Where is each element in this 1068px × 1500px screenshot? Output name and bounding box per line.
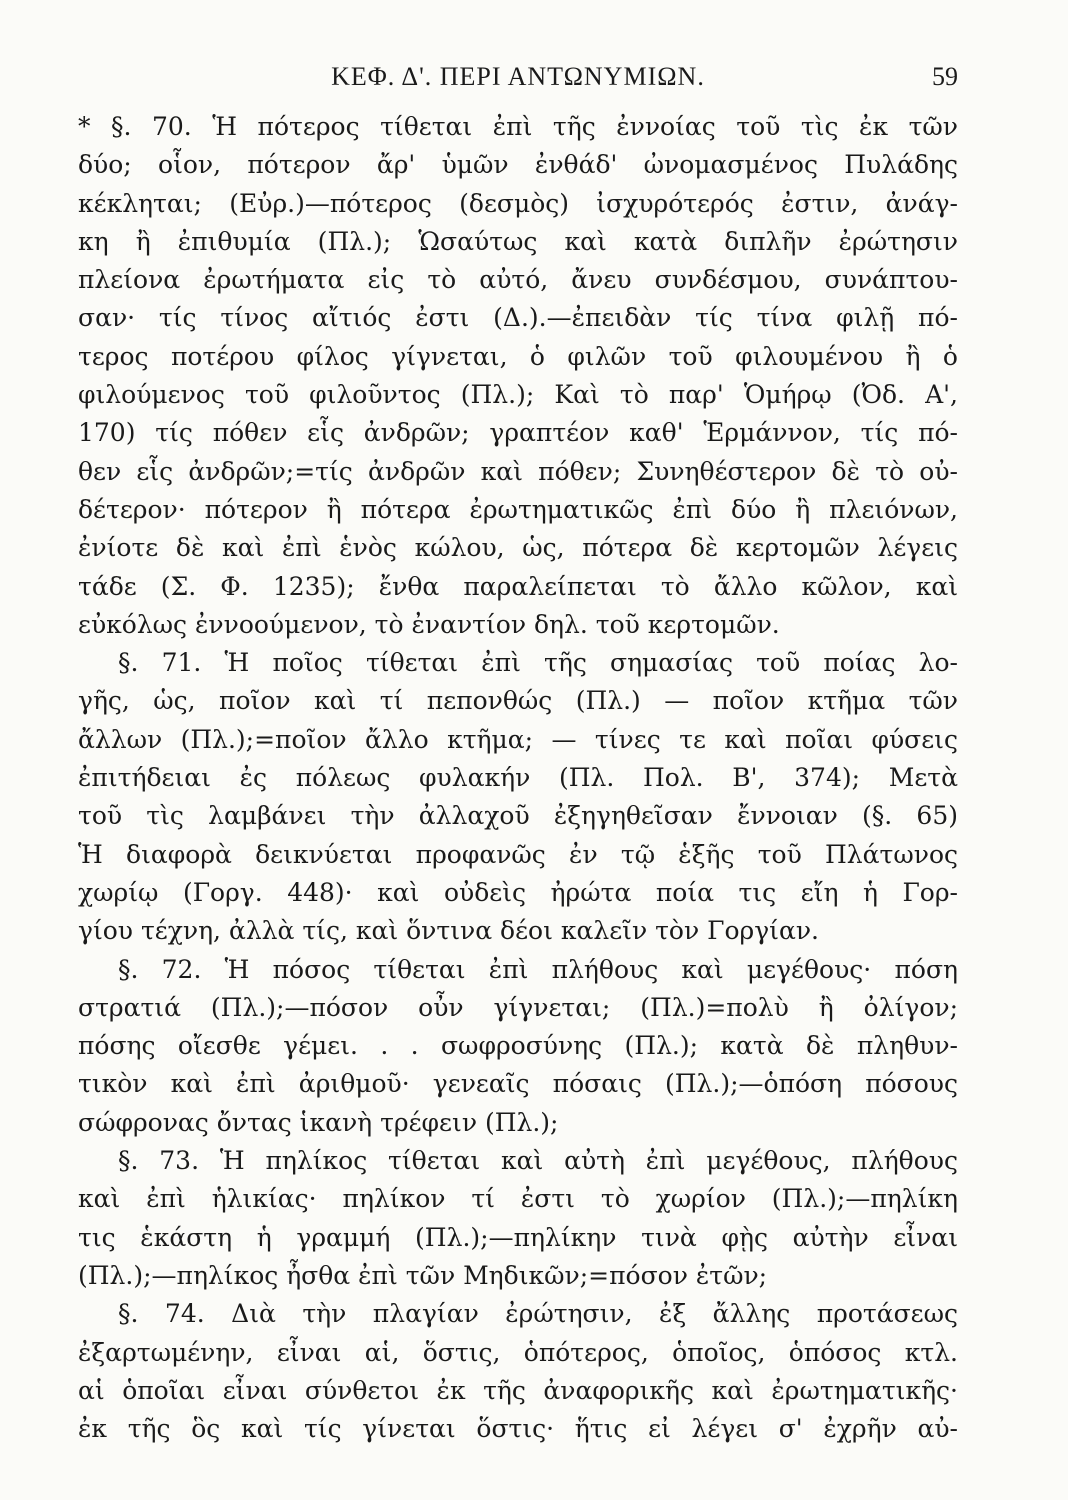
text-line: 170) τίς πόθεν εἷς ἀνδρῶν; γραπτέον καθ' Ἑρμάννον, τίς πό- [78, 418, 958, 448]
text-line: δέτερον· πότερον ἢ πότερα ἐρωτηματικῶς ἐπὶ δύο ἢ πλειόνων, [78, 494, 958, 524]
text-line: στρατιά (Πλ.);—πόσον οὖν γίγνεται; (Πλ.)=πολὺ ἢ ὀλίγον; [78, 992, 958, 1022]
text-line: τοῦ τὶς λαμβάνει τὴν ἀλλαχοῦ ἐξηγηθεῖσαν ἔννοιαν (§. 65) [78, 801, 958, 831]
text-line: Ἡ διαφορὰ δεικνύεται προφανῶς ἐν τῷ ἑξῆς τοῦ Πλάτωνος [78, 839, 958, 869]
text-line: σώφρονας ὄντας ἱκανὴ τρέφειν (Πλ.); [78, 1107, 559, 1137]
text-line: εὐκόλως ἐννοούμενον, τὸ ἐναντίον δηλ. τοῦ κερτομῶν. [78, 609, 780, 639]
text-line: δύο; οἷον, πότερον ἄρ' ὑμῶν ἐνθάδ' ὠνομασμένος Πυλάδης [78, 150, 958, 180]
text-line: §. 73. Ἡ πηλίκος τίθεται καὶ αὐτὴ ἐπὶ μεγέθους, πλήθους [118, 1146, 958, 1176]
text-line: φιλούμενος τοῦ φιλοῦντος (Πλ.); Καὶ τὸ παρ' Ὁμήρῳ (Ὀδ. Α', [78, 380, 958, 410]
text-line: αἱ ὁποῖαι εἶναι σύνθετοι ἐκ τῆς ἀναφορικῆς καὶ ἐρωτηματικῆς· [78, 1375, 958, 1405]
text-line: τις ἑκάστη ἡ γραμμή (Πλ.);—πηλίκην τινὰ φῂς αὐτὴν εἶναι [78, 1222, 958, 1252]
text-line: πλείονα ἐρωτήματα εἰς τὸ αὐτό, ἄνευ συνδέσμου, συνάπτου- [78, 265, 958, 295]
text-line: (Πλ.);—πηλίκος ἦσθα ἐπὶ τῶν Μηδικῶν;=πόσον ἐτῶν; [78, 1260, 768, 1290]
text-line: κέκληται; (Εὐρ.)—πότερος (δεσμὸς) ἰσχυρότερός ἐστιν, ἀνάγ- [78, 188, 958, 218]
text-line: γίου τέχνη, ἀλλὰ τίς, καὶ ὅντινα δέοι καλεῖν τὸν Γοργίαν. [78, 916, 819, 946]
text-line: ἐξαρτωμένην, εἶναι αἱ, ὅστις, ὁπότερος, ὁποῖος, ὁπόσος κτλ. [78, 1337, 958, 1367]
text-line: τικὸν καὶ ἐπὶ ἀριθμοῦ· γενεαῖς πόσαις (Πλ.);—ὁπόση πόσους [78, 1069, 958, 1099]
text-line: ἐκ τῆς ὃς καὶ τίς γίνεται ὅστις· ἥτις εἰ λέγει σ' ἐχρῆν αὐ- [78, 1414, 958, 1444]
text-line: * §. 70. Ἡ πότερος τίθεται ἐπὶ τῆς ἐννοίας τοῦ τὶς ἐκ τῶν [78, 112, 958, 141]
text-line: τάδε (Σ. Φ. 1235); ἔνθα παραλείπεται τὸ ἄλλο κῶλον, καὶ [78, 571, 958, 601]
text-line: ἄλλων (Πλ.);=ποῖον ἄλλο κτῆμα; — τίνες τε καὶ ποῖαι φύσεις [78, 724, 958, 754]
text-line: καὶ ἐπὶ ἡλικίας· πηλίκον τί ἐστι τὸ χωρίον (Πλ.);—πηλίκη [78, 1184, 958, 1214]
chapter-title: ΚΕΦ. Δ'. ΠΕΡΙ ΑΝΤΩΝΥΜΙΩΝ. [331, 62, 705, 91]
page-number: 59 [932, 62, 958, 91]
text-line: §. 72. Ἡ πόσος τίθεται ἐπὶ πλήθους καὶ μεγέθους· πόση [118, 954, 958, 984]
text-line: θεν εἷς ἀνδρῶν;=τίς ἀνδρῶν καὶ πόθεν; Συνηθέστερον δὲ τὸ οὐ- [78, 456, 958, 486]
text-line: τερος ποτέρου φίλος γίγνεται, ὁ φιλῶν τοῦ φιλουμένου ἢ ὁ [78, 341, 958, 371]
running-header [78, 58, 958, 98]
text-line: ἐνίοτε δὲ καὶ ἐπὶ ἑνὸς κώλου, ὡς, πότερα δὲ κερτομῶν λέγεις [78, 533, 958, 563]
text-line: χωρίῳ (Γοργ. 448)· καὶ οὐδεὶς ἠρώτα ποία τις εἴη ἡ Γορ- [78, 877, 958, 907]
text-line: σαν· τίς τίνος αἴτιός ἐστι (Δ.).—ἐπειδὰν τίς τίνα φιλῇ πό- [78, 303, 958, 333]
text-line: ἐπιτήδειαι ἐς πόλεως φυλακήν (Πλ. Πολ. Β', 374); Μετὰ [78, 763, 958, 793]
body-text [78, 108, 958, 1448]
text-line: πόσης οἴεσθε γέμει. . . σωφροσύνης (Πλ.); κατὰ δὲ πληθυν- [78, 1031, 958, 1061]
text-line: κη ἢ ἐπιθυμία (Πλ.); Ὡσαύτως καὶ κατὰ διπλῆν ἐρώτησιν [78, 226, 958, 256]
text-line: §. 74. Διὰ τὴν πλαγίαν ἐρώτησιν, ἐξ ἄλλης προτάσεως [118, 1299, 958, 1329]
text-line: γῆς, ὡς, ποῖον καὶ τί πεπονθώς (Πλ.) — ποῖον κτῆμα τῶν [78, 686, 958, 716]
text-line: §. 71. Ἡ ποῖος τίθεται ἐπὶ τῆς σημασίας τοῦ ποίας λο- [118, 648, 958, 678]
